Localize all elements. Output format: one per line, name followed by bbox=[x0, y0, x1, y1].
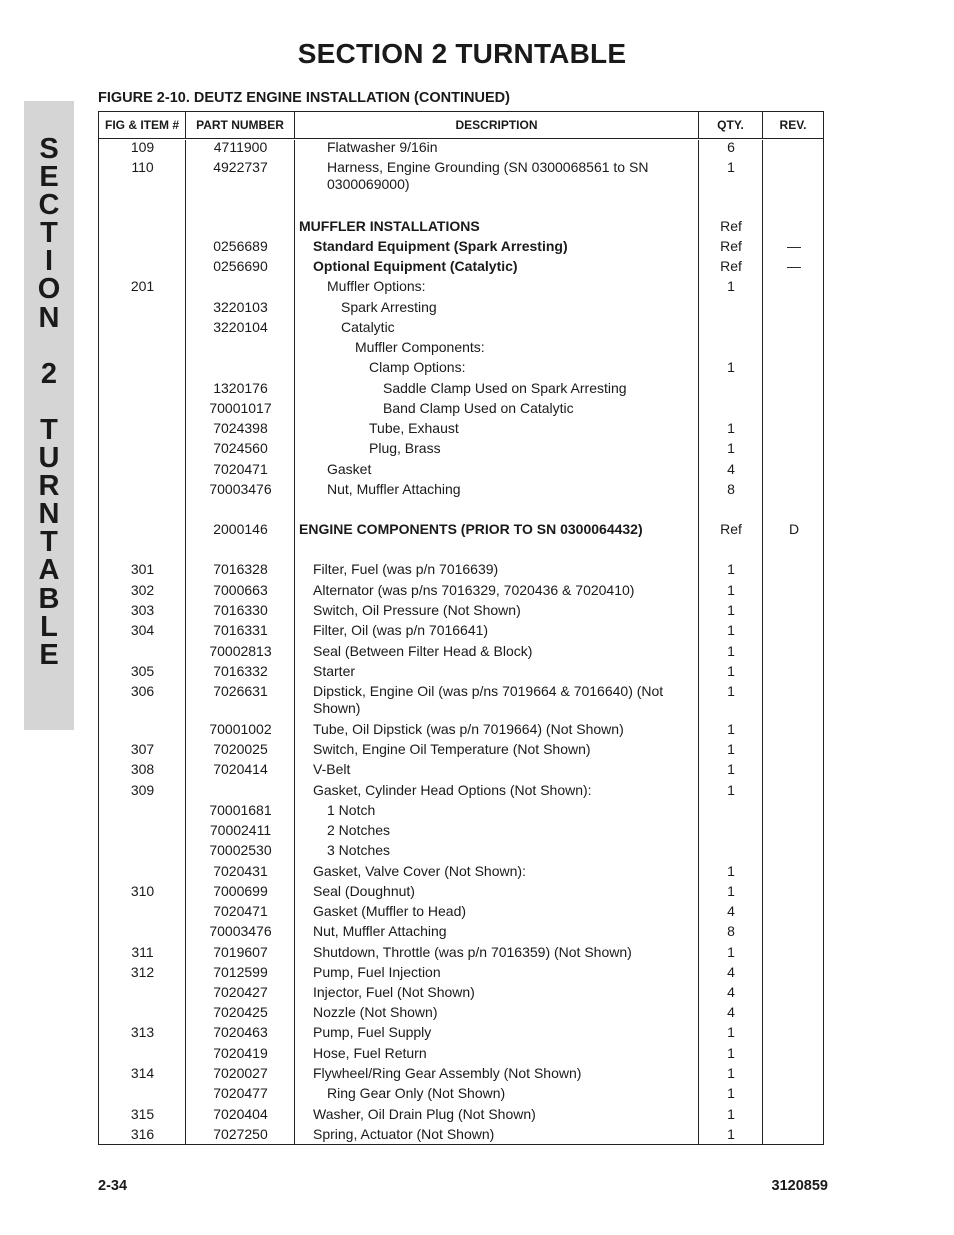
part-number: 0256690 bbox=[213, 258, 268, 274]
description: Pump, Fuel Supply bbox=[313, 1024, 432, 1040]
part-number: 7016330 bbox=[213, 602, 268, 618]
part-number: 7016332 bbox=[213, 663, 268, 679]
parts-table bbox=[98, 111, 824, 1145]
quantity: 1 bbox=[727, 863, 735, 879]
part-number: 7020477 bbox=[213, 1085, 268, 1101]
part-number: 7020404 bbox=[213, 1106, 268, 1122]
quantity: 1 bbox=[727, 440, 735, 456]
part-number: 7019607 bbox=[213, 944, 268, 960]
description: Shutdown, Throttle (was p/n 7016359) (Not Shown) bbox=[313, 944, 632, 960]
section-side-tab-letters bbox=[24, 135, 74, 669]
part-number: 7012599 bbox=[213, 964, 268, 980]
part-number: 2000146 bbox=[213, 521, 268, 537]
part-number: 4922737 bbox=[213, 159, 268, 175]
fig-item-number: 306 bbox=[130, 683, 155, 699]
part-number: 7000699 bbox=[213, 883, 268, 899]
description: ENGINE COMPONENTS (PRIOR TO SN 0300064432) bbox=[299, 521, 643, 537]
fig-item-number: 314 bbox=[130, 1065, 155, 1081]
side-tab-letter: U bbox=[38, 442, 60, 475]
description: Saddle Clamp Used on Spark Arresting bbox=[383, 380, 627, 396]
quantity: 1 bbox=[727, 159, 735, 175]
part-number: 70001681 bbox=[209, 802, 272, 818]
section-title: SECTION 2 TURNTABLE bbox=[297, 38, 627, 69]
description: Muffler Components: bbox=[355, 339, 485, 355]
part-number: 7020025 bbox=[213, 741, 268, 757]
quantity: 1 bbox=[727, 683, 735, 699]
quantity: 4 bbox=[727, 903, 735, 919]
part-number: 7020419 bbox=[213, 1045, 268, 1061]
quantity: 1 bbox=[727, 741, 735, 757]
side-tab-letter: E bbox=[39, 161, 59, 194]
quantity: 8 bbox=[727, 481, 735, 497]
side-tab-letter: N bbox=[38, 301, 60, 334]
part-number: 7020431 bbox=[213, 863, 268, 879]
part-number: 7020427 bbox=[213, 984, 268, 1000]
quantity: 8 bbox=[727, 923, 735, 939]
description: 3 Notches bbox=[327, 842, 391, 858]
quantity: 1 bbox=[727, 663, 735, 679]
revision: D bbox=[788, 521, 800, 537]
side-tab-letter: B bbox=[38, 582, 60, 615]
part-number: 7020414 bbox=[213, 761, 268, 777]
description: Tube, Exhaust bbox=[369, 420, 459, 436]
quantity: 1 bbox=[727, 782, 735, 798]
description: Nut, Muffler Attaching bbox=[313, 923, 447, 939]
part-number: 3220104 bbox=[213, 319, 268, 335]
part-number: 7026631 bbox=[213, 683, 268, 699]
header-part-number: PART NUMBER bbox=[186, 112, 295, 138]
description: Seal (Doughnut) bbox=[313, 883, 415, 899]
part-number: 3220103 bbox=[213, 299, 268, 315]
fig-item-number: 305 bbox=[130, 663, 155, 679]
description: Flatwasher 9/16in bbox=[327, 139, 438, 155]
part-number: 70003476 bbox=[209, 481, 272, 497]
description: Catalytic bbox=[341, 319, 395, 335]
fig-item-number: 301 bbox=[130, 561, 155, 577]
description: Gasket bbox=[327, 461, 372, 477]
revision: — bbox=[787, 238, 801, 254]
part-number: 7024560 bbox=[213, 440, 268, 456]
side-tab-letter: L bbox=[40, 610, 58, 643]
side-tab-letter: I bbox=[44, 245, 54, 278]
description: Seal (Between Filter Head & Block) bbox=[313, 643, 533, 659]
side-tab-letter: A bbox=[38, 554, 60, 587]
description: Gasket, Valve Cover (Not Shown): bbox=[313, 863, 526, 879]
fig-item-number: 304 bbox=[130, 622, 155, 638]
description: Plug, Brass bbox=[369, 440, 441, 456]
side-tab-letter: E bbox=[39, 638, 59, 671]
quantity: 1 bbox=[727, 582, 735, 598]
fig-item-number: 307 bbox=[130, 741, 155, 757]
part-number: 7020471 bbox=[213, 461, 268, 477]
header-description: DESCRIPTION bbox=[295, 112, 699, 138]
quantity: 4 bbox=[727, 461, 735, 477]
quantity: 1 bbox=[727, 1106, 735, 1122]
side-tab-letter: S bbox=[39, 133, 59, 165]
description: Nut, Muffler Attaching bbox=[327, 481, 461, 497]
quantity: 1 bbox=[727, 622, 735, 638]
fig-item-number: 313 bbox=[130, 1024, 155, 1040]
quantity: 1 bbox=[727, 602, 735, 618]
description: Ring Gear Only (Not Shown) bbox=[327, 1085, 506, 1101]
quantity: 1 bbox=[727, 944, 735, 960]
description: Band Clamp Used on Catalytic bbox=[383, 400, 574, 416]
quantity: 1 bbox=[727, 1065, 735, 1081]
fig-item-number: 316 bbox=[130, 1126, 155, 1142]
quantity: Ref bbox=[720, 238, 742, 254]
quantity: 4 bbox=[727, 964, 735, 980]
description: Switch, Oil Pressure (Not Shown) bbox=[313, 602, 521, 618]
quantity: 6 bbox=[727, 139, 735, 155]
part-number: 7024398 bbox=[213, 420, 268, 436]
description: Gasket, Cylinder Head Options (Not Shown): bbox=[313, 782, 592, 798]
description: 1 Notch bbox=[327, 802, 376, 818]
part-number: 70002813 bbox=[209, 643, 272, 659]
fig-item-number: 109 bbox=[130, 139, 155, 155]
description: Standard Equipment (Spark Arresting) bbox=[313, 238, 568, 254]
side-tab-letter: T bbox=[40, 526, 58, 559]
quantity: 1 bbox=[727, 561, 735, 577]
fig-item-number: 302 bbox=[130, 582, 155, 598]
quantity: Ref bbox=[720, 521, 742, 537]
quantity: 1 bbox=[727, 278, 735, 294]
fig-item-number: 311 bbox=[131, 944, 154, 960]
part-number: 7020027 bbox=[213, 1065, 268, 1081]
description: Injector, Fuel (Not Shown) bbox=[313, 984, 475, 1000]
quantity: 1 bbox=[727, 1126, 735, 1142]
description: Flywheel/Ring Gear Assembly (Not Shown) bbox=[313, 1065, 582, 1081]
description: Washer, Oil Drain Plug (Not Shown) bbox=[313, 1106, 536, 1122]
fig-item-number: 110 bbox=[131, 159, 154, 175]
quantity: 1 bbox=[727, 643, 735, 659]
description: Dipstick, Engine Oil (was p/ns 7019664 & 7016640) (Not Shown) bbox=[313, 683, 664, 716]
side-tab-letter: N bbox=[38, 498, 60, 531]
fig-item-number: 310 bbox=[130, 883, 155, 899]
quantity: 1 bbox=[727, 359, 735, 375]
quantity: 1 bbox=[727, 1085, 735, 1101]
description: MUFFLER INSTALLATIONS bbox=[299, 218, 480, 234]
description: Alternator (was p/ns 7016329, 7020436 & 7020410) bbox=[313, 582, 635, 598]
table-header bbox=[99, 112, 823, 139]
description: Spark Arresting bbox=[341, 299, 437, 315]
quantity: 4 bbox=[727, 1004, 735, 1020]
part-number: 1320176 bbox=[213, 380, 268, 396]
part-number: 70002530 bbox=[209, 842, 272, 858]
header-rev: REV. bbox=[779, 118, 807, 132]
description: Harness, Engine Grounding (SN 0300068561 to SN 0300069000) bbox=[327, 159, 649, 192]
fig-item-number: 315 bbox=[130, 1106, 155, 1122]
description: Filter, Oil (was p/n 7016641) bbox=[313, 622, 489, 638]
description: 2 Notches bbox=[327, 822, 391, 838]
revision: — bbox=[787, 258, 801, 274]
quantity: Ref bbox=[720, 218, 742, 234]
description: Pump, Fuel Injection bbox=[313, 964, 441, 980]
description: Optional Equipment (Catalytic) bbox=[313, 258, 518, 274]
figure-title: FIGURE 2-10. DEUTZ ENGINE INSTALLATION (CONTINUED) bbox=[98, 90, 510, 106]
part-number: 7000663 bbox=[213, 582, 268, 598]
fig-item-number: 309 bbox=[130, 782, 155, 798]
side-tab-letter: R bbox=[38, 470, 60, 503]
description: Gasket (Muffler to Head) bbox=[313, 903, 467, 919]
part-number: 70001017 bbox=[209, 400, 272, 416]
side-tab-letter: T bbox=[40, 413, 58, 446]
fig-item-number: 308 bbox=[130, 761, 155, 777]
side-tab-letter: C bbox=[38, 189, 60, 222]
part-number: 70001002 bbox=[209, 721, 272, 737]
description: Filter, Fuel (was p/n 7016639) bbox=[313, 561, 499, 577]
header-fig-item: FIG & ITEM # bbox=[99, 112, 186, 138]
part-number: 0256689 bbox=[213, 238, 268, 254]
part-number: 7020463 bbox=[213, 1024, 268, 1040]
part-number: 7016331 bbox=[213, 622, 268, 638]
description: Hose, Fuel Return bbox=[313, 1045, 427, 1061]
document-number: 3120859 bbox=[771, 1178, 828, 1194]
description: Spring, Actuator (Not Shown) bbox=[313, 1126, 495, 1142]
part-number: 4711900 bbox=[213, 139, 268, 155]
description: Starter bbox=[313, 663, 356, 679]
description: Switch, Engine Oil Temperature (Not Shown) bbox=[313, 741, 591, 757]
header-qty: QTY. bbox=[699, 112, 763, 138]
quantity: 1 bbox=[727, 761, 735, 777]
part-number: 7020471 bbox=[213, 903, 268, 919]
quantity: 1 bbox=[727, 420, 735, 436]
quantity: Ref bbox=[720, 258, 742, 274]
part-number: 7027250 bbox=[213, 1126, 268, 1142]
quantity: 1 bbox=[727, 883, 735, 899]
description: Nozzle (Not Shown) bbox=[313, 1004, 438, 1020]
quantity: 4 bbox=[727, 984, 735, 1000]
quantity: 1 bbox=[727, 1024, 735, 1040]
quantity: 1 bbox=[727, 721, 735, 737]
side-tab-letter: 2 bbox=[40, 357, 58, 390]
part-number: 7016328 bbox=[213, 561, 268, 577]
description: V-Belt bbox=[313, 761, 351, 777]
quantity: 1 bbox=[727, 1045, 735, 1061]
fig-item-number: 201 bbox=[130, 278, 155, 294]
description: Muffler Options: bbox=[327, 278, 426, 294]
part-number: 70002411 bbox=[209, 822, 272, 838]
description: Clamp Options: bbox=[369, 359, 466, 375]
side-tab-letter: O bbox=[37, 273, 61, 306]
fig-item-number: 312 bbox=[130, 964, 155, 980]
side-tab-letter: T bbox=[40, 217, 58, 250]
part-number: 70003476 bbox=[209, 923, 272, 939]
fig-item-number: 303 bbox=[130, 602, 155, 618]
description: Tube, Oil Dipstick (was p/n 7019664) (Not Shown) bbox=[313, 721, 624, 737]
part-number: 7020425 bbox=[213, 1004, 268, 1020]
page-number: 2-34 bbox=[98, 1178, 128, 1194]
